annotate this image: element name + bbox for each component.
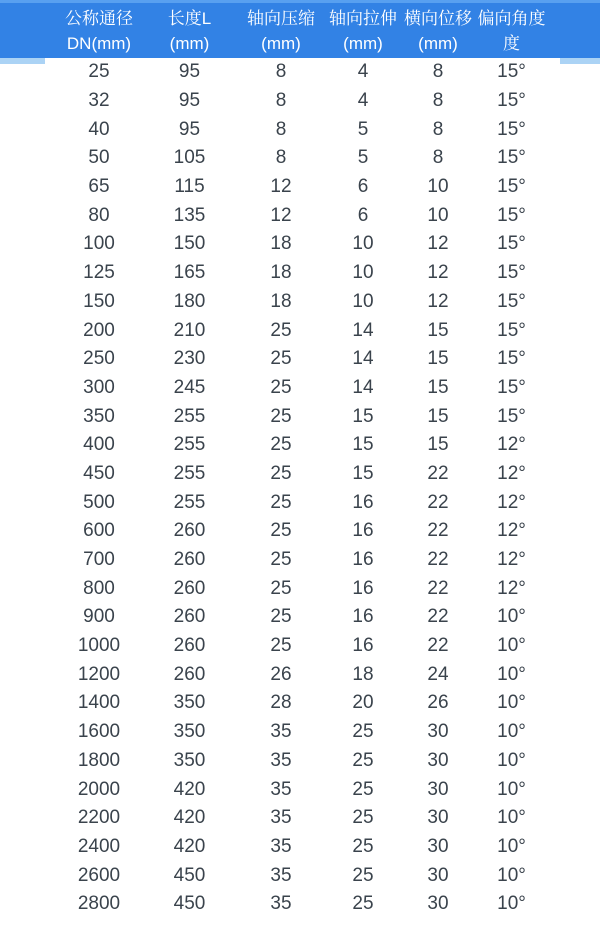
table-cell: 260 bbox=[142, 660, 237, 689]
table-row bbox=[0, 718, 600, 747]
table-cell: 10° bbox=[475, 603, 600, 632]
table-cell: 35 bbox=[237, 747, 325, 776]
table-row bbox=[0, 632, 600, 661]
table-cell: 10 bbox=[401, 201, 475, 230]
table-row bbox=[0, 546, 600, 575]
table-cell: 10 bbox=[325, 288, 401, 317]
table-cell: 420 bbox=[142, 775, 237, 804]
table-cell: 24 bbox=[401, 660, 475, 689]
table-cell: 5 bbox=[325, 115, 401, 144]
column-header-lateral-displacement bbox=[401, 0, 475, 58]
table-cell: 25 bbox=[237, 632, 325, 661]
table-header bbox=[0, 0, 600, 58]
table-cell: 10 bbox=[325, 230, 401, 259]
table-cell: 22 bbox=[401, 517, 475, 546]
table-cell: 10° bbox=[475, 689, 600, 718]
table-row bbox=[0, 58, 600, 87]
table-cell: 255 bbox=[142, 431, 237, 460]
table-cell: 15° bbox=[475, 345, 600, 374]
table-cell: 15 bbox=[325, 431, 401, 460]
table-cell: 1800 bbox=[0, 747, 142, 776]
table-cell: 35 bbox=[237, 861, 325, 890]
table-cell: 600 bbox=[0, 517, 142, 546]
table-cell: 135 bbox=[142, 201, 237, 230]
table-cell: 15 bbox=[401, 374, 475, 403]
table-cell: 450 bbox=[142, 861, 237, 890]
table-body bbox=[0, 58, 600, 919]
table-row bbox=[0, 775, 600, 804]
table-cell: 15° bbox=[475, 173, 600, 202]
table-cell: 260 bbox=[142, 632, 237, 661]
table-cell: 150 bbox=[142, 230, 237, 259]
column-header-nominal-diameter bbox=[0, 0, 142, 58]
table-cell: 25 bbox=[325, 775, 401, 804]
table-cell: 15° bbox=[475, 230, 600, 259]
table-cell: 32 bbox=[0, 87, 142, 116]
table-cell: 10 bbox=[325, 259, 401, 288]
table-cell: 210 bbox=[142, 316, 237, 345]
table-cell: 25 bbox=[237, 431, 325, 460]
table-cell: 25 bbox=[325, 861, 401, 890]
table-cell: 500 bbox=[0, 488, 142, 517]
column-header-axial-compression bbox=[237, 0, 325, 58]
table-cell: 8 bbox=[237, 58, 325, 87]
table-cell: 260 bbox=[142, 603, 237, 632]
table-cell: 2400 bbox=[0, 833, 142, 862]
table-cell: 12° bbox=[475, 460, 600, 489]
table-cell: 180 bbox=[142, 288, 237, 317]
table-cell: 18 bbox=[237, 288, 325, 317]
table-cell: 30 bbox=[401, 861, 475, 890]
table-row bbox=[0, 861, 600, 890]
table-cell: 255 bbox=[142, 488, 237, 517]
table-cell: 15 bbox=[325, 402, 401, 431]
table-cell: 25 bbox=[237, 374, 325, 403]
table-cell: 15° bbox=[475, 87, 600, 116]
table-cell: 15 bbox=[325, 460, 401, 489]
table-row bbox=[0, 316, 600, 345]
table-cell: 95 bbox=[142, 58, 237, 87]
header-top-strip bbox=[0, 0, 600, 3]
table-cell: 30 bbox=[401, 775, 475, 804]
column-header-label: 横向位移 bbox=[404, 9, 472, 28]
table-cell: 22 bbox=[401, 546, 475, 575]
table-cell: 150 bbox=[0, 288, 142, 317]
table-row bbox=[0, 517, 600, 546]
table-cell: 12 bbox=[401, 288, 475, 317]
column-header-label: 长度L bbox=[167, 9, 212, 28]
table-cell: 12 bbox=[401, 259, 475, 288]
table-cell: 260 bbox=[142, 517, 237, 546]
table-cell: 12° bbox=[475, 517, 600, 546]
table-cell: 10° bbox=[475, 804, 600, 833]
table-cell: 1400 bbox=[0, 689, 142, 718]
table-cell: 10° bbox=[475, 861, 600, 890]
table-cell: 350 bbox=[142, 747, 237, 776]
table-cell: 22 bbox=[401, 632, 475, 661]
table-cell: 35 bbox=[237, 775, 325, 804]
table-cell: 16 bbox=[325, 632, 401, 661]
table-cell: 30 bbox=[401, 747, 475, 776]
table-cell: 450 bbox=[0, 460, 142, 489]
header-corner-accent-right bbox=[560, 58, 600, 64]
table-cell: 22 bbox=[401, 488, 475, 517]
table-cell: 14 bbox=[325, 345, 401, 374]
column-header-unit: 度 bbox=[503, 34, 520, 53]
table-cell: 25 bbox=[237, 574, 325, 603]
table-cell: 100 bbox=[0, 230, 142, 259]
table-row bbox=[0, 689, 600, 718]
table-cell: 22 bbox=[401, 603, 475, 632]
table-cell: 12° bbox=[475, 431, 600, 460]
table-cell: 35 bbox=[237, 890, 325, 919]
column-header-label: 偏向角度 bbox=[477, 9, 546, 28]
table-row bbox=[0, 603, 600, 632]
table-cell: 15° bbox=[475, 144, 600, 173]
table-cell: 22 bbox=[401, 460, 475, 489]
table-cell: 700 bbox=[0, 546, 142, 575]
table-cell: 230 bbox=[142, 345, 237, 374]
table-cell: 10° bbox=[475, 775, 600, 804]
table-cell: 400 bbox=[0, 431, 142, 460]
table-cell: 15° bbox=[475, 374, 600, 403]
table-cell: 8 bbox=[401, 87, 475, 116]
table-cell: 30 bbox=[401, 890, 475, 919]
table-cell: 25 bbox=[237, 345, 325, 374]
table-row bbox=[0, 259, 600, 288]
table-cell: 15° bbox=[475, 288, 600, 317]
table-row bbox=[0, 201, 600, 230]
table-row bbox=[0, 345, 600, 374]
column-header-label: 轴向压缩 bbox=[247, 9, 315, 28]
header-row bbox=[0, 0, 600, 58]
table-cell: 65 bbox=[0, 173, 142, 202]
table-cell: 14 bbox=[325, 374, 401, 403]
table-cell: 10 bbox=[401, 173, 475, 202]
table-cell: 2200 bbox=[0, 804, 142, 833]
table-cell: 260 bbox=[142, 546, 237, 575]
table-cell: 25 bbox=[0, 58, 142, 87]
table-cell: 8 bbox=[401, 144, 475, 173]
column-header-unit: DN(mm) bbox=[66, 34, 132, 53]
table-cell: 350 bbox=[0, 402, 142, 431]
table-cell: 25 bbox=[325, 804, 401, 833]
table-cell: 40 bbox=[0, 115, 142, 144]
table-cell: 8 bbox=[401, 58, 475, 87]
table-row bbox=[0, 288, 600, 317]
column-header-label: 轴向拉伸 bbox=[329, 9, 397, 28]
table-cell: 4 bbox=[325, 58, 401, 87]
table-cell: 15 bbox=[401, 345, 475, 374]
table-cell: 10° bbox=[475, 718, 600, 747]
table-cell: 2000 bbox=[0, 775, 142, 804]
table-cell: 1200 bbox=[0, 660, 142, 689]
table-row bbox=[0, 115, 600, 144]
table-row bbox=[0, 173, 600, 202]
column-header-unit: (mm) bbox=[261, 34, 301, 53]
table-cell: 35 bbox=[237, 718, 325, 747]
table-cell: 80 bbox=[0, 201, 142, 230]
table-cell: 260 bbox=[142, 574, 237, 603]
table-cell: 15° bbox=[475, 58, 600, 87]
table-cell: 10° bbox=[475, 890, 600, 919]
table-cell: 5 bbox=[325, 144, 401, 173]
table-row bbox=[0, 488, 600, 517]
table-cell: 300 bbox=[0, 374, 142, 403]
table-cell: 125 bbox=[0, 259, 142, 288]
table-row bbox=[0, 747, 600, 776]
table-cell: 25 bbox=[325, 833, 401, 862]
table-cell: 25 bbox=[237, 603, 325, 632]
table-cell: 10° bbox=[475, 632, 600, 661]
table-cell: 420 bbox=[142, 833, 237, 862]
table-cell: 350 bbox=[142, 689, 237, 718]
table-cell: 25 bbox=[237, 517, 325, 546]
table-cell: 16 bbox=[325, 603, 401, 632]
table-cell: 6 bbox=[325, 201, 401, 230]
table-cell: 26 bbox=[401, 689, 475, 718]
table-cell: 165 bbox=[142, 259, 237, 288]
table-cell: 25 bbox=[237, 488, 325, 517]
table-row bbox=[0, 890, 600, 919]
table-row bbox=[0, 374, 600, 403]
column-header-label: 公称通径 bbox=[65, 9, 133, 28]
table-cell: 15° bbox=[475, 201, 600, 230]
table-cell: 250 bbox=[0, 345, 142, 374]
column-header-unit: (mm) bbox=[169, 34, 210, 53]
table-cell: 50 bbox=[0, 144, 142, 173]
table-cell: 115 bbox=[142, 173, 237, 202]
table-row bbox=[0, 402, 600, 431]
table-cell: 15° bbox=[475, 402, 600, 431]
column-header-unit: (mm) bbox=[343, 34, 383, 53]
table-cell: 12 bbox=[401, 230, 475, 259]
table-cell: 15 bbox=[401, 431, 475, 460]
table-cell: 30 bbox=[401, 804, 475, 833]
table-cell: 16 bbox=[325, 488, 401, 517]
table-cell: 14 bbox=[325, 316, 401, 345]
table-cell: 30 bbox=[401, 833, 475, 862]
table-cell: 800 bbox=[0, 574, 142, 603]
table-cell: 30 bbox=[401, 718, 475, 747]
table-cell: 25 bbox=[325, 747, 401, 776]
column-header-deflection-angle bbox=[475, 0, 600, 58]
table-cell: 16 bbox=[325, 574, 401, 603]
table-row bbox=[0, 230, 600, 259]
table-cell: 12 bbox=[237, 201, 325, 230]
table-cell: 25 bbox=[325, 718, 401, 747]
table-cell: 12 bbox=[237, 173, 325, 202]
table-cell: 6 bbox=[325, 173, 401, 202]
column-header-axial-extension bbox=[325, 0, 401, 58]
table-cell: 15° bbox=[475, 316, 600, 345]
table-cell: 25 bbox=[237, 316, 325, 345]
table-cell: 20 bbox=[325, 689, 401, 718]
table-cell: 12° bbox=[475, 546, 600, 575]
table-cell: 12° bbox=[475, 488, 600, 517]
table-cell: 900 bbox=[0, 603, 142, 632]
table-cell: 26 bbox=[237, 660, 325, 689]
table-cell: 16 bbox=[325, 546, 401, 575]
table-cell: 22 bbox=[401, 574, 475, 603]
table-cell: 10° bbox=[475, 660, 600, 689]
table-row bbox=[0, 804, 600, 833]
table-cell: 200 bbox=[0, 316, 142, 345]
table-row bbox=[0, 431, 600, 460]
table-cell: 255 bbox=[142, 402, 237, 431]
table-cell: 1600 bbox=[0, 718, 142, 747]
table-row bbox=[0, 87, 600, 116]
table-cell: 450 bbox=[142, 890, 237, 919]
table-cell: 35 bbox=[237, 804, 325, 833]
table-cell: 2600 bbox=[0, 861, 142, 890]
table-cell: 245 bbox=[142, 374, 237, 403]
table-cell: 25 bbox=[237, 460, 325, 489]
table-cell: 8 bbox=[237, 87, 325, 116]
table-cell: 18 bbox=[237, 230, 325, 259]
table-cell: 15 bbox=[401, 402, 475, 431]
column-header-length bbox=[142, 0, 237, 58]
table-cell: 25 bbox=[237, 546, 325, 575]
table-cell: 95 bbox=[142, 87, 237, 116]
table-cell: 420 bbox=[142, 804, 237, 833]
table-cell: 8 bbox=[237, 144, 325, 173]
table-cell: 105 bbox=[142, 144, 237, 173]
table-cell: 18 bbox=[325, 660, 401, 689]
table-cell: 15 bbox=[401, 316, 475, 345]
header-corner-accent-left bbox=[0, 58, 45, 64]
table-cell: 15° bbox=[475, 259, 600, 288]
table-cell: 15° bbox=[475, 115, 600, 144]
table-cell: 16 bbox=[325, 517, 401, 546]
table-cell: 255 bbox=[142, 460, 237, 489]
table-cell: 4 bbox=[325, 87, 401, 116]
table-cell: 12° bbox=[475, 574, 600, 603]
table-cell: 25 bbox=[325, 890, 401, 919]
table-cell: 95 bbox=[142, 115, 237, 144]
table-cell: 25 bbox=[237, 402, 325, 431]
table-row bbox=[0, 144, 600, 173]
table-cell: 8 bbox=[401, 115, 475, 144]
table-cell: 2800 bbox=[0, 890, 142, 919]
table-row bbox=[0, 660, 600, 689]
table-cell: 18 bbox=[237, 259, 325, 288]
table-cell: 10° bbox=[475, 833, 600, 862]
table-cell: 8 bbox=[237, 115, 325, 144]
table-cell: 35 bbox=[237, 833, 325, 862]
table-cell: 350 bbox=[142, 718, 237, 747]
table-row bbox=[0, 574, 600, 603]
table-cell: 28 bbox=[237, 689, 325, 718]
table-cell: 1000 bbox=[0, 632, 142, 661]
table-row bbox=[0, 460, 600, 489]
table-cell: 10° bbox=[475, 747, 600, 776]
column-header-unit: (mm) bbox=[418, 34, 458, 53]
table-row bbox=[0, 833, 600, 862]
